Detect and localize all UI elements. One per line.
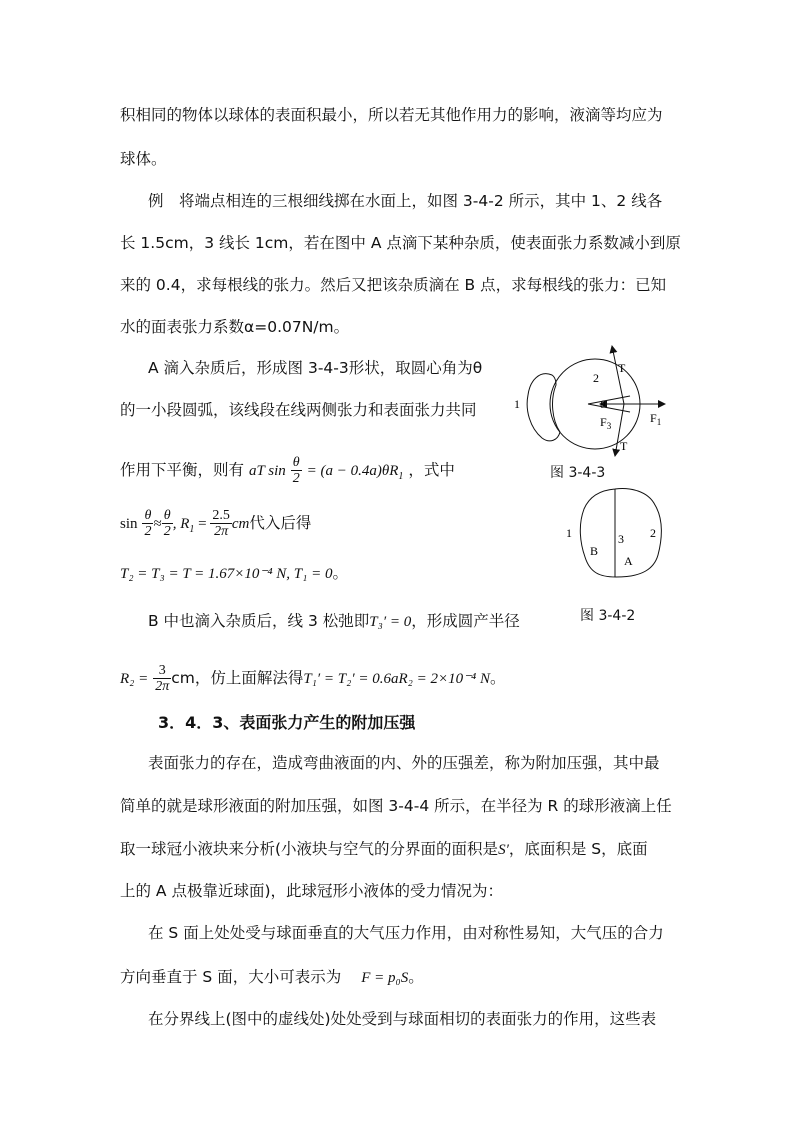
equation-part: cm <box>231 516 250 532</box>
paragraph-line <box>120 838 648 861</box>
equation-part: = <box>194 516 211 532</box>
fraction-numerator: θ <box>142 508 153 524</box>
force-f1-sub: 1 <box>656 417 662 427</box>
figure-caption: 图 3-4-3 <box>550 465 606 481</box>
equation-part: aT sin <box>248 463 286 479</box>
fraction <box>291 455 302 486</box>
solution-line: 的一小段圆弧，该线段在线两侧张力和表面张力共同 <box>120 401 477 419</box>
equation-part: ≈ <box>153 516 162 532</box>
fraction-denominator: 2 <box>292 471 300 486</box>
fraction <box>142 508 153 539</box>
line-text: 。 <box>408 968 424 986</box>
angle-theta-label: θ <box>600 399 606 411</box>
line-text: ，形成圆产半径 <box>411 612 520 630</box>
equation-part: F = p₀S <box>361 970 409 986</box>
paragraph-line: 表面张力的存在，造成弯曲液面的内、外的压强差，称为附加压强，其中最 <box>148 754 660 772</box>
line-text: ，式中 <box>408 461 455 479</box>
equation-part: = (a − 0.4a)θR <box>306 463 399 479</box>
fraction-numerator: θ <box>162 508 173 524</box>
point-label-a: A <box>624 554 633 568</box>
thread-label-3: 3 <box>618 532 624 546</box>
line-text: 。 <box>332 564 349 582</box>
solution-line <box>148 610 520 633</box>
point-label-b: B <box>590 544 599 558</box>
solution-line: A 滴入杂质后，形成图 3-4-3形状，取圆心角为θ <box>148 359 483 377</box>
tension-label-top: T <box>618 361 626 375</box>
fraction-numerator: 2.5 <box>212 508 230 523</box>
section-heading: 3．4．3、表面张力产生的附加压强 <box>158 713 416 732</box>
figure-3-4-3 <box>500 340 690 460</box>
tension-arrow-top <box>612 346 624 404</box>
paragraph-line: 在 S 面上处处受与球面垂直的大气压力作用，由对称性易知，大气压的合力 <box>148 924 664 942</box>
fraction-numerator: 3 <box>153 663 171 679</box>
force-f3-label <box>600 415 612 431</box>
line-text: 取一球冠小液块来分析(小液块与空气的分界面的面积是 <box>120 840 499 858</box>
line-text: 作用下平衡，则有 <box>120 461 245 479</box>
example-line: 长 1.5cm，3 线长 1cm，若在图中 A 点滴下某种杂质，使表面张力系数减小到原 <box>120 234 681 252</box>
fraction <box>210 508 232 539</box>
force-f3-sub: 3 <box>606 421 612 431</box>
fraction <box>162 508 173 539</box>
paragraph-line: 在分界线上(图中的虚线处)处处受到与球面相切的表面张力的作用，这些表 <box>148 1010 657 1028</box>
fraction-numerator: θ <box>291 455 302 471</box>
line-label-1: 1 <box>514 397 520 411</box>
paragraph-line <box>120 966 424 989</box>
example-line: 例 将端点相连的三根细线掷在水面上，如图 3-4-2 所示，其中 1、2 线各 <box>148 192 663 210</box>
paragraph-line: 积相同的物体以球体的表面积最小，所以若无其他作用力的影响，液滴等均应为 <box>120 106 663 124</box>
figure-3-4-2 <box>560 485 670 585</box>
tension-label-bottom: T <box>620 439 628 453</box>
paragraph-line: 简单的就是球形液面的附加压强，如图 3-4-4 所示，在半径为 R 的球形液滴上任 <box>120 797 672 815</box>
paragraph-line: 上的 A 点极靠近球面)，此球冠形小液体的受力情况为： <box>120 882 504 900</box>
fraction-denominator: 2 <box>144 524 152 539</box>
equation-part: S′ <box>498 842 509 858</box>
paragraph-line: 球体。 <box>120 150 167 168</box>
example-line: 水的面表张力系数α=0.07N/m。 <box>120 318 350 336</box>
fraction-denominator: 2π <box>155 679 170 694</box>
thread-label-2: 2 <box>650 526 656 540</box>
fraction-denominator: 2π <box>214 524 229 539</box>
example-line: 来的 0.4，求每根线的张力。然后又把该杂质滴在 B 点，求每根线的张力：已知 <box>120 276 667 294</box>
force-f1-label <box>650 411 661 427</box>
line-text: cm， <box>171 669 211 687</box>
line-text: 。 <box>490 669 506 687</box>
line-text: 方向垂直于 S 面，大小可表示为 <box>120 968 342 986</box>
equation-part: T₁′ = T₂′ = 0.6aR₂ = 2×10⁻⁴ N <box>303 671 491 687</box>
equation-line <box>120 562 348 585</box>
equation-line <box>120 660 506 697</box>
thread-label-1: 1 <box>566 526 572 540</box>
line-text: 仿上面解法得 <box>210 669 304 687</box>
equation-part: T₂ = T₃ = T = 1.67×10⁻⁴ N, T₁ = 0 <box>120 566 333 582</box>
equation-line <box>120 452 455 495</box>
line-text: B 中也滴入杂质后，线 3 松弛即 <box>148 612 370 630</box>
fraction-denominator: 2 <box>163 524 171 539</box>
line-text: ，底面积是 S，底面 <box>508 840 648 858</box>
fraction <box>153 663 171 694</box>
line-label-2: 2 <box>593 371 599 385</box>
subscript: 1 <box>189 524 195 536</box>
subscript: 1 <box>398 471 404 483</box>
equation-part: R₂ = <box>120 671 149 687</box>
line-text: 代入后得 <box>249 514 312 532</box>
equation-part: T₃′ = 0 <box>369 614 412 630</box>
equation-line <box>120 505 311 548</box>
equation-part: , R <box>172 516 190 532</box>
force-f3-letter: F <box>600 415 607 429</box>
equation-part: sin <box>120 516 138 532</box>
figure-caption: 图 3-4-2 <box>580 608 636 624</box>
force-f1-letter: F <box>650 411 657 425</box>
